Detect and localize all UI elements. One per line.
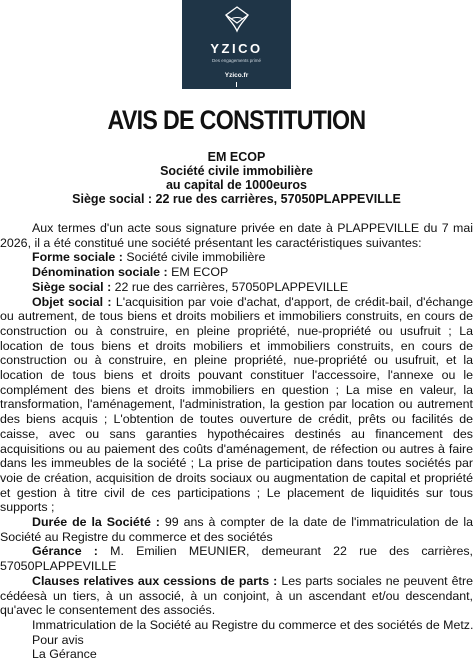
clauses-value: Les parts sociales ne peuvent être cédéesà un tiers, à un associé, à un conjoint, à un ascendant et/ou descendant, qu'avec le consentement des associés. bbox=[0, 573, 473, 618]
duree-label: Durée de la Société : bbox=[32, 515, 160, 530]
immatriculation-line: Immatriculation de la Société au Registre du commerce et des sociétés de Metz. bbox=[32, 617, 473, 632]
denomination-label: Dénomination sociale : bbox=[32, 265, 168, 280]
gerance-value: M. Emilien MEUNIER, demeurant 22 rue des carrières, 57050PLAPPEVILLE bbox=[0, 544, 473, 574]
forme-value: Société civile immobilière bbox=[122, 250, 266, 265]
gerance-paragraph bbox=[0, 544, 473, 573]
duree-paragraph bbox=[0, 515, 473, 544]
company-name: EM ECOP bbox=[207, 150, 266, 164]
company-seat: Siège social : 22 rue des carrières, 57050PLAPPEVILLE bbox=[72, 192, 401, 206]
signature-line: La Gérance bbox=[32, 647, 97, 662]
siege-label: Siège social : bbox=[32, 279, 112, 294]
company-form: Société civile immobilière bbox=[160, 164, 313, 178]
logo-brand-name: YZICO bbox=[210, 41, 263, 56]
forme-sociale-line bbox=[0, 250, 473, 265]
notice-title: AVIS DE CONSTITUTION bbox=[107, 105, 366, 135]
forme-label: Forme sociale : bbox=[32, 250, 123, 265]
yzico-emblem-icon bbox=[222, 5, 252, 39]
denomination-value: EM ECOP bbox=[167, 265, 229, 280]
clauses-paragraph bbox=[0, 574, 473, 618]
objet-value: L'acquisition par voie d'achat, d'apport, de crédit-bail, d'échange ou autrement, de tous biens et droits mobiliers et immobiliers construits, en cours de construction ou à construire, en pleine propriété, nue-propriété ou usufruit ; La location de tous biens et droits mobiliers et immobiliers construits, en cours de construction ou à construire, en pleine propriété, nue-propriété ou usufruit, et la location de tous biens et droits pouvant constituer l'accessoire, l'annexe ou le complément des biens et droits immobiliers en question ; La mise en valeur, la transformation, l'aménagement, l'administration, la gestion par location ou autrement des biens acquis ; L'obtention de toutes ouverture de crédit, prêts ou facilités de caisse, avec ou sans garanties hypothécaires destinés au financement des acquisitions ou au paiement des coûts d'aménagement, de réfection ou autres à faire dans les immeubles de la société ; La prise de participation dans toutes sociétés par voie de création, acquisition de droits sociaux ou augmentation de capital et propriété et gestion à titre civil de ces participations ; Le placement de liquidités sur tous supports ; bbox=[0, 294, 473, 515]
company-capital: au capital de 1000euros bbox=[165, 178, 308, 192]
objet-label: Objet social : bbox=[32, 294, 112, 309]
gerance-label: Gérance : bbox=[32, 544, 98, 559]
objet-social-paragraph bbox=[0, 295, 473, 516]
pour-avis-line: Pour avis bbox=[32, 632, 84, 647]
company-header bbox=[0, 150, 473, 206]
intro-paragraph: Aux termes d'un acte sous signature privée en date à PLAPPEVILLE du 7 mai 2026, il a été constitué une société présentant les caractéristiques suivantes: bbox=[0, 221, 473, 250]
siege-line bbox=[0, 280, 473, 295]
siege-value: 22 rue des carrières, 57050PLAPPEVILLE bbox=[111, 279, 349, 294]
logo-website: Yzico.fr bbox=[224, 72, 249, 79]
notice-body bbox=[0, 221, 473, 662]
denomination-line bbox=[0, 265, 473, 280]
logo-divider bbox=[236, 82, 237, 87]
logo-tagline: Des engagements primé bbox=[211, 58, 262, 63]
brand-logo bbox=[182, 0, 291, 89]
duree-value: 99 ans à compter de la date de l'immatriculation de la Société au Registre du commerce et des sociétés bbox=[0, 515, 473, 544]
clauses-label: Clauses relatives aux cessions de parts : bbox=[32, 573, 278, 588]
